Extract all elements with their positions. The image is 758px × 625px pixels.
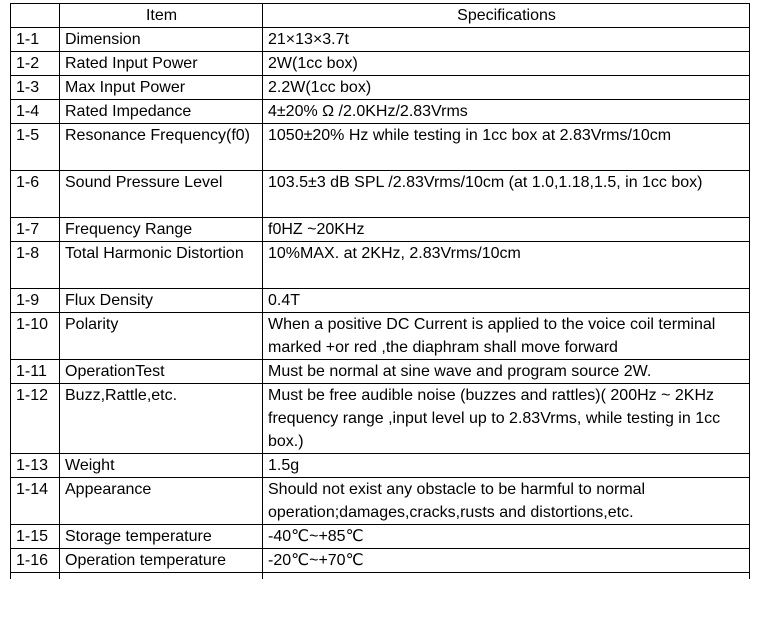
cutoff-cell bbox=[263, 573, 750, 580]
row-spec: 0.4T bbox=[263, 289, 750, 313]
row-item: Storage temperature bbox=[60, 525, 263, 549]
row-spec: Must be normal at sine wave and program source 2W. bbox=[263, 360, 750, 384]
table-row bbox=[11, 76, 750, 100]
row-number: 1-12 bbox=[11, 384, 60, 454]
row-number: 1-9 bbox=[11, 289, 60, 313]
header-item-cell: Item bbox=[60, 4, 263, 28]
row-number: 1-10 bbox=[11, 313, 60, 360]
cutoff-cell bbox=[11, 573, 60, 580]
row-item: Sound Pressure Level bbox=[60, 171, 263, 218]
row-spec: 103.5±3 dB SPL /2.83Vrms/10cm (at 1.0,1.18,1.5, in 1cc box) bbox=[263, 171, 750, 218]
row-spec: -40℃~+85℃ bbox=[263, 525, 750, 549]
row-item: Frequency Range bbox=[60, 218, 263, 242]
row-item: Rated Impedance bbox=[60, 100, 263, 124]
row-number: 1-11 bbox=[11, 360, 60, 384]
row-item: Buzz,Rattle,etc. bbox=[60, 384, 263, 454]
row-number: 1-5 bbox=[11, 124, 60, 171]
row-spec: 2W(1cc box) bbox=[263, 52, 750, 76]
row-spec: When a positive DC Current is applied to the voice coil terminal marked +or red ,the diaphram shall move forward bbox=[263, 313, 750, 360]
table-row bbox=[11, 28, 750, 52]
table-row bbox=[11, 384, 750, 454]
row-spec: 4±20% Ω /2.0KHz/2.83Vrms bbox=[263, 100, 750, 124]
row-spec: Should not exist any obstacle to be harmful to normal operation;damages,cracks,rusts and distortions,etc. bbox=[263, 478, 750, 525]
row-number: 1-8 bbox=[11, 242, 60, 289]
table-row bbox=[11, 478, 750, 525]
table-row bbox=[11, 218, 750, 242]
row-number: 1-13 bbox=[11, 454, 60, 478]
table-row bbox=[11, 289, 750, 313]
row-number: 1-3 bbox=[11, 76, 60, 100]
table-row bbox=[11, 100, 750, 124]
row-item: Flux Density bbox=[60, 289, 263, 313]
row-number: 1-1 bbox=[11, 28, 60, 52]
row-item: OperationTest bbox=[60, 360, 263, 384]
row-item: Resonance Frequency(f0) bbox=[60, 124, 263, 171]
row-number: 1-16 bbox=[11, 549, 60, 573]
row-number: 1-15 bbox=[11, 525, 60, 549]
table-row-cutoff bbox=[11, 573, 750, 580]
table-row bbox=[11, 360, 750, 384]
table-row bbox=[11, 171, 750, 218]
row-spec: 21×13×3.7t bbox=[263, 28, 750, 52]
table-row bbox=[11, 454, 750, 478]
row-spec: -20℃~+70℃ bbox=[263, 549, 750, 573]
cutoff-cell bbox=[60, 573, 263, 580]
row-item: Dimension bbox=[60, 28, 263, 52]
row-item: Appearance bbox=[60, 478, 263, 525]
row-item: Weight bbox=[60, 454, 263, 478]
row-number: 1-4 bbox=[11, 100, 60, 124]
table-row bbox=[11, 313, 750, 360]
row-number: 1-14 bbox=[11, 478, 60, 525]
specifications-table bbox=[10, 3, 750, 579]
table-row bbox=[11, 549, 750, 573]
table-row bbox=[11, 52, 750, 76]
row-item: Operation temperature bbox=[60, 549, 263, 573]
row-spec: Must be free audible noise (buzzes and rattles)( 200Hz ~ 2KHz frequency range ,input level up to 2.83Vrms, while testing in 1cc box.) bbox=[263, 384, 750, 454]
table-row bbox=[11, 124, 750, 171]
row-item: Total Harmonic Distortion bbox=[60, 242, 263, 289]
table-row bbox=[11, 242, 750, 289]
row-spec: f0HZ ~20KHz bbox=[263, 218, 750, 242]
row-item: Polarity bbox=[60, 313, 263, 360]
row-number: 1-7 bbox=[11, 218, 60, 242]
row-number: 1-2 bbox=[11, 52, 60, 76]
row-item: Rated Input Power bbox=[60, 52, 263, 76]
row-spec: 10%MAX. at 2KHz, 2.83Vrms/10cm bbox=[263, 242, 750, 289]
table-row bbox=[11, 525, 750, 549]
row-item: Max Input Power bbox=[60, 76, 263, 100]
header-number-cell bbox=[11, 4, 60, 28]
row-spec: 2.2W(1cc box) bbox=[263, 76, 750, 100]
row-number: 1-6 bbox=[11, 171, 60, 218]
table-header-row bbox=[11, 4, 750, 28]
row-spec: 1050±20% Hz while testing in 1cc box at 2.83Vrms/10cm bbox=[263, 124, 750, 171]
row-spec: 1.5g bbox=[263, 454, 750, 478]
header-specifications-cell: Specifications bbox=[263, 4, 750, 28]
